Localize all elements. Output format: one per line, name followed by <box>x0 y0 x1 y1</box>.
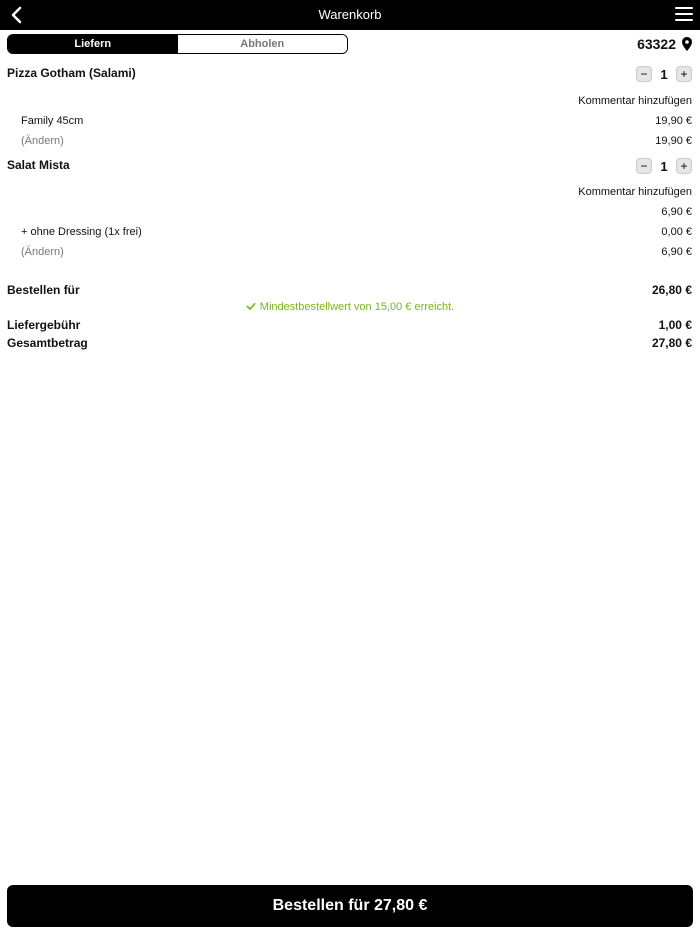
cart-item-2-header <box>7 158 692 172</box>
increase-quantity-button[interactable]: + <box>676 66 692 82</box>
add-comment-link[interactable]: Kommentar hinzufügen <box>578 95 692 107</box>
item-option-label: + ohne Dressing (1x frei) <box>21 226 142 238</box>
item-subtotal: 19,90 € <box>655 135 692 147</box>
cart-item-1-header <box>7 66 692 80</box>
increase-quantity-button[interactable]: + <box>676 158 692 174</box>
quantity-value: 1 <box>660 66 668 82</box>
delivery-mode-toggle <box>7 34 348 54</box>
quantity-stepper <box>636 66 692 82</box>
total-row <box>7 336 692 350</box>
tab-liefern[interactable]: Liefern <box>8 35 178 53</box>
order-subtotal-row <box>7 283 692 297</box>
cart-item-line <box>7 226 692 238</box>
order-subtotal-value: 26,80 € <box>651 283 692 297</box>
minimum-order-message <box>0 301 700 313</box>
location-pin-icon <box>682 37 692 51</box>
cart-item-name: Salat Mista <box>7 158 70 172</box>
postcode-selector[interactable] <box>637 36 692 52</box>
decrease-quantity-button[interactable]: − <box>636 158 652 174</box>
change-item-link[interactable]: (Ändern) <box>21 246 64 258</box>
add-comment-link[interactable]: Kommentar hinzufügen <box>578 186 692 198</box>
change-item-link[interactable]: (Ändern) <box>21 135 64 147</box>
hamburger-menu-icon[interactable] <box>675 7 693 23</box>
delivery-fee-label: Liefergebühr <box>7 318 81 332</box>
minimum-order-text: Mindestbestellwert von 15,00 € erreicht. <box>259 301 455 313</box>
item-option-price: 19,90 € <box>655 115 692 127</box>
check-icon <box>246 303 256 310</box>
delivery-fee-value: 1,00 € <box>658 318 692 332</box>
cart-item-line <box>7 135 692 147</box>
quantity-stepper <box>636 158 692 174</box>
order-subtotal-label: Bestellen für <box>7 283 80 297</box>
place-order-button[interactable]: Bestellen für 27,80 € <box>7 885 693 927</box>
item-option-label: Family 45cm <box>21 115 84 127</box>
tab-abholen[interactable]: Abholen <box>178 35 348 53</box>
quantity-value: 1 <box>660 158 668 174</box>
total-label: Gesamtbetrag <box>7 336 88 350</box>
delivery-fee-row <box>7 318 692 332</box>
cart-item-line <box>7 246 692 258</box>
decrease-quantity-button[interactable]: − <box>636 66 652 82</box>
item-option-price: 0,00 € <box>661 226 692 238</box>
postcode-value: 63322 <box>637 36 676 52</box>
cart-item-name: Pizza Gotham (Salami) <box>7 66 136 80</box>
total-value: 27,80 € <box>651 336 692 350</box>
page-title: Warenkorb <box>318 7 382 22</box>
item-subtotal: 6,90 € <box>661 246 692 258</box>
item-base-price: 6,90 € <box>661 206 692 218</box>
cart-item-line <box>7 115 692 127</box>
top-bar <box>0 0 700 30</box>
